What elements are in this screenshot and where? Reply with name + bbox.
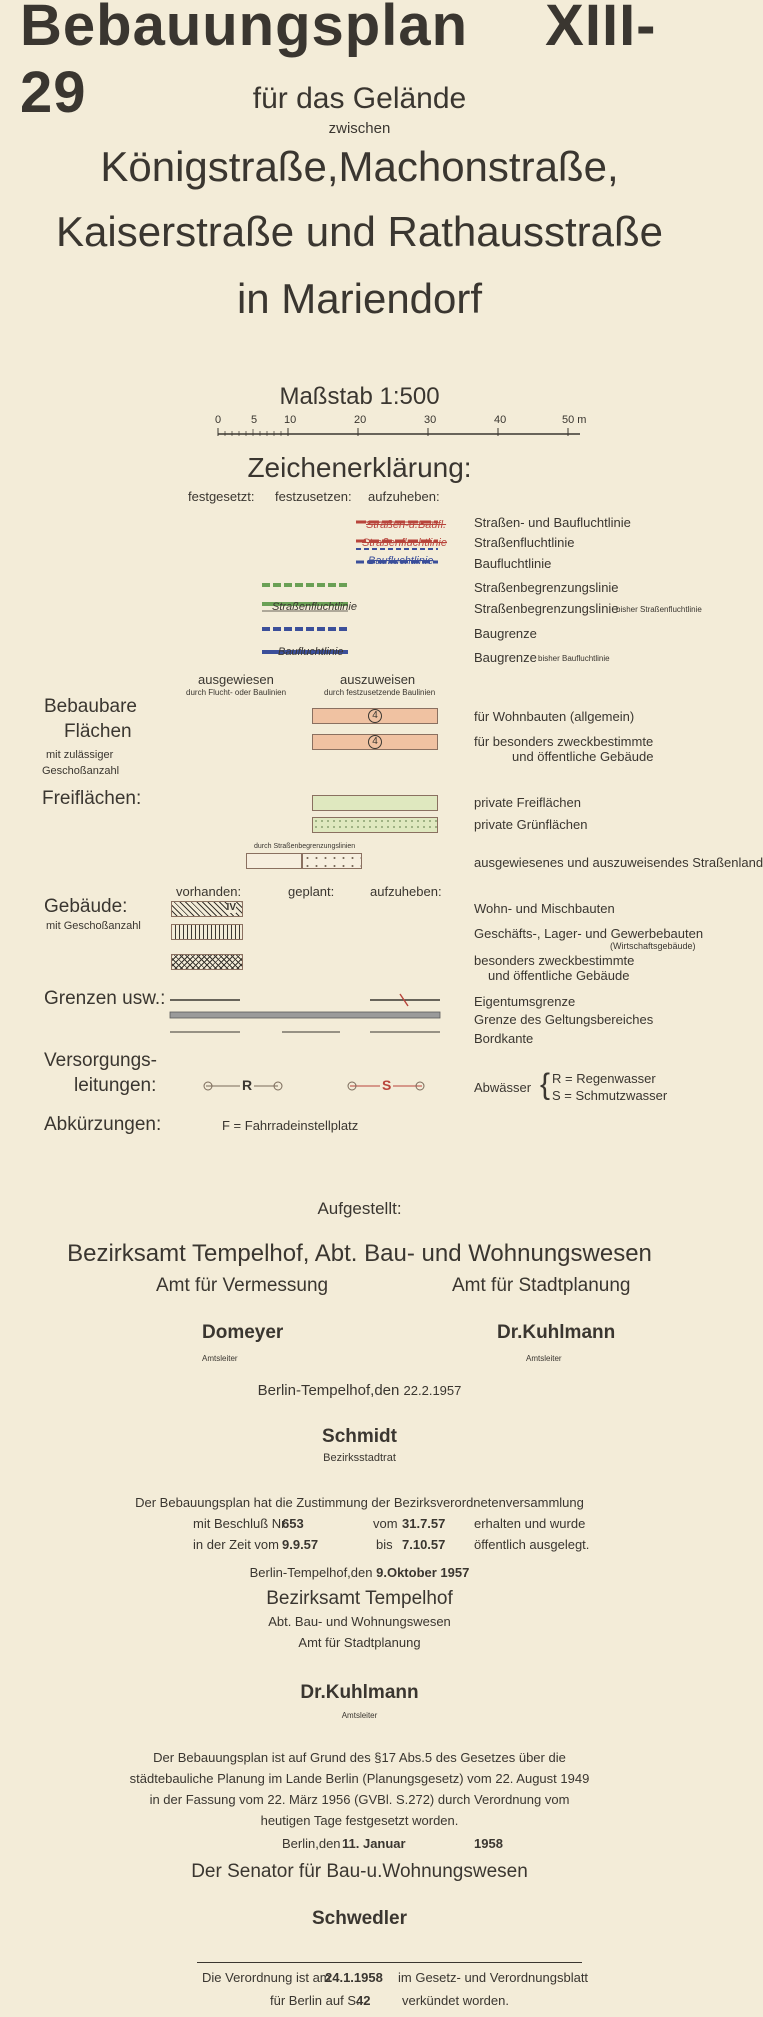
date-1: 22.2.1957 [403,1383,462,1398]
legend-title: Zeichenerklärung: [247,452,472,483]
verordnung-4: verkündet worden. [402,1993,509,2008]
date-2: 9.Oktober 1957 [376,1565,470,1580]
fahrrad-label: F = Fahrradeinstellplatz [222,1118,359,1133]
legend-row-4: Straßenbegrenzungslinie [474,580,619,595]
verordnung-2: im Gesetz- und Verordnungsblatt [398,1970,589,1985]
gebaeude-label: Gebäude: [44,896,128,917]
scale-tick-50: 50 m [562,414,587,426]
geschaefts-label: Geschäfts-, Lager- und Gewerbebauten [474,926,704,941]
versorgung-symbols [196,1076,436,1096]
line-sample-3: Baufluchtlinie [368,555,434,567]
private-gruen-label: private Grünflächen [474,817,588,832]
versorgung-label-2: leitungen: [74,1075,157,1096]
wohnbauten-swatch [312,708,438,724]
divider [197,1962,582,1963]
bordkante-label: Bordkante [474,1031,534,1046]
private-frei-swatch [312,795,438,811]
geschaefts-swatch [171,924,243,940]
besonders-label-2: und öffentliche Gebäude [488,968,630,983]
grenzen-label: Grenzen usw.: [44,988,166,1009]
senator: Der Senator für Bau-u.Wohnungswesen [191,1861,528,1882]
scale-tick-30: 30 [424,414,437,426]
note-bisher-strassen: bisher Straßenfluchtlinie [616,605,702,614]
legend-row-6: Baugrenze [474,626,537,641]
legend-row-3: Baufluchtlinie [474,556,552,571]
s-letter: S [382,1077,392,1093]
bezirksamt-heading: Bezirksamt Tempelhof, Abt. Bau- und Wohnungswesen [67,1240,652,1267]
verordnung-date: 24.1.1958 [325,1970,383,1985]
streets-line-1: Königstraße,Machonstraße, [100,143,619,190]
line-sample-5: Straßenfluchtlinie [272,601,357,613]
private-gruen-swatch [312,817,438,833]
subtitle-fuer: für das Gelände [252,82,467,115]
amt-stadt-2: Amt für Stadtplanung [298,1635,421,1650]
zust-erhalten: erhalten und wurde [474,1516,586,1531]
line-sample-2: Straßenfluchtlinie [362,537,447,549]
date-line-1 [0,1382,719,1399]
geltung-label: Grenze des Geltungsbereiches [474,1012,654,1027]
signature-kuhlmann: Dr.Kuhlmann [497,1322,616,1343]
zust-nr: 653 [282,1516,304,1531]
amt-vermessung: Amt für Vermessung [156,1275,329,1296]
bebaubare-label-4: Geschoßanzahl [42,765,120,777]
zweck-swatch [312,734,438,750]
bebaubare-label-1: Bebaubare [44,696,137,717]
location-line: in Mariendorf [236,275,483,322]
line-sample-7: Baufluchtlinie [278,646,344,658]
eigentum-label: Eigentumsgrenze [474,994,576,1009]
amtsleiter-left: Amtsleiter [202,1354,238,1363]
legend-row-2: Straßenfluchtlinie [474,535,575,550]
abwaesser-label: Abwässer [474,1080,532,1095]
strassenland-label: ausgewiesenes und auszuweisendes Straßenland [474,855,763,870]
wohn-misch-label: Wohn- und Mischbauten [474,901,615,916]
verordnung-3: für Berlin auf S. [270,1993,360,2008]
date-line-1-text: Berlin-Tempelhof,den [257,1382,400,1399]
bezirksstadtrat: Bezirksstadtrat [323,1452,396,1464]
fest-line-3: in der Fassung vom 22. März 1956 (GVBl. S.272) durch Verordnung vom [149,1792,570,1807]
amt-stadtplanung: Amt für Stadtplanung [452,1275,631,1296]
scale-tick-20: 20 [354,414,367,426]
signature-kuhlmann-2: Dr.Kuhlmann [300,1682,419,1703]
col-aufzuheben-2: aufzuheben: [370,884,442,899]
zust-vom: vom [373,1516,398,1531]
zweck-label-1: für besonders zweckbestimmte [474,734,654,749]
scale-tick-0: 0 [215,414,222,426]
signature-domeyer: Domeyer [202,1322,284,1343]
col-vorhanden: vorhanden: [176,884,242,899]
col-festzusetzen: festzusetzen: [275,489,352,504]
date-line-2-text: Berlin-Tempelhof,den [249,1565,373,1580]
plan-number: XIII-29 [20,0,657,125]
title-text: Bebauungsplan [20,0,469,58]
col-aufzuheben: aufzuheben: [368,489,440,504]
legend-row-5: Straßenbegrenzungslinie [474,601,619,616]
besonders-swatch [171,954,243,970]
scale-tick-10: 10 [284,414,297,426]
signature-schmidt: Schmidt [322,1426,397,1447]
private-frei-label: private Freiflächen [474,795,581,810]
signature-schwedler: Schwedler [311,1908,408,1929]
wohn-misch-swatch [171,901,243,917]
legend-row-7: Baugrenze [474,650,537,665]
aufgestellt: Aufgestellt: [317,1199,402,1218]
wirtschaft-label: (Wirtschaftsgebäude) [610,941,696,951]
note-bisher-bau: bisher Baufluchtlinie [538,654,610,663]
line-sample-1: Straßen-u.Baufl. [366,519,447,531]
bebaubare-label-3: mit zulässiger [46,749,114,761]
verordnung-page: 42 [356,1993,371,2008]
legend-row-1: Straßen- und Baufluchtlinie [474,515,631,530]
subtitle-zwischen: zwischen [328,120,391,137]
brace-icon: { [540,1068,551,1101]
date-3: 11. Januar [342,1836,406,1851]
gebaeude-sublabel: mit Geschoßanzahl [46,920,141,932]
versorgung-label-1: Versorgungs- [44,1050,158,1071]
zust-oeffentlich: öffentlich ausgelegt. [474,1537,590,1552]
freiflaechen-label: Freiflächen: [42,788,142,809]
besonders-label-1: besonders zweckbestimmte [474,953,635,968]
zustimmung-line-1: Der Bebauungsplan hat die Zustimmung der Bezirksverordnetenversammlung [135,1495,584,1510]
r-letter: R [242,1077,253,1093]
abkuerzungen-label: Abkürzungen: [44,1114,162,1135]
schmutz-label: S = Schmutzwasser [552,1088,668,1103]
strassenland-sublabel: durch Straßenbegrenzungslinien [254,843,356,850]
date-line-2 [0,1565,719,1580]
berlin-den: Berlin,den [282,1836,341,1851]
scale-bar [210,414,590,440]
verordnung-1: Die Verordnung ist am [202,1970,331,1985]
col-ausgewiesen-sub: durch Flucht- oder Baulinien [186,688,287,697]
zust-bis-date: 7.10.57 [402,1537,446,1552]
bebaubare-label-2: Flächen [64,721,132,742]
col-auszuweisen: auszuweisen [340,672,416,687]
amtsleiter-2: Amtsleiter [341,1711,378,1720]
strassenland-swatch-2 [302,853,362,869]
geschoss-circle-2: 4 [368,735,382,749]
geschoss-circle-1: 4 [368,709,382,723]
fest-line-4: heutigen Tage festgesetzt worden. [260,1813,459,1828]
year-3: 1958 [474,1836,503,1851]
scale-title: Maßstab 1:500 [279,383,440,410]
zust-zeit: in der Zeit vom [193,1537,279,1552]
grenzen-symbols [160,990,450,1042]
gebaeude-num: IV [226,902,236,913]
amtsleiter-right: Amtsleiter [526,1354,562,1363]
scale-tick-5: 5 [251,414,258,426]
regen-label: R = Regenwasser [552,1071,656,1086]
zust-zeit-date: 9.9.57 [282,1537,319,1552]
zust-vom-date: 31.7.57 [402,1516,446,1531]
ba-tempelhof: Bezirksamt Tempelhof [266,1588,453,1609]
fest-line-1: Der Bebauungsplan ist auf Grund des §17 Abs.5 des Gesetzes über die [153,1750,566,1765]
wohnbauten-label: für Wohnbauten (allgemein) [474,709,635,724]
abt-bau: Abt. Bau- und Wohnungswesen [268,1614,451,1629]
zust-beschluss: mit Beschluß Nr [193,1516,286,1531]
col-festgesetzt: festgesetzt: [188,489,255,504]
strassenland-swatch-1 [246,853,302,869]
zust-bis: bis [376,1537,393,1552]
col-ausgewiesen: ausgewiesen [198,672,274,687]
scale-tick-40: 40 [494,414,507,426]
fest-line-2: städtebauliche Planung im Lande Berlin (Planungsgesetz) vom 22. August 1949 [129,1771,590,1786]
col-geplant: geplant: [288,884,335,899]
zweck-label-2: und öffentliche Gebäude [512,749,654,764]
streets-line-2: Kaiserstraße und Rathausstraße [56,208,663,255]
col-auszuweisen-sub: durch festzusetzende Baulinien [324,688,436,697]
